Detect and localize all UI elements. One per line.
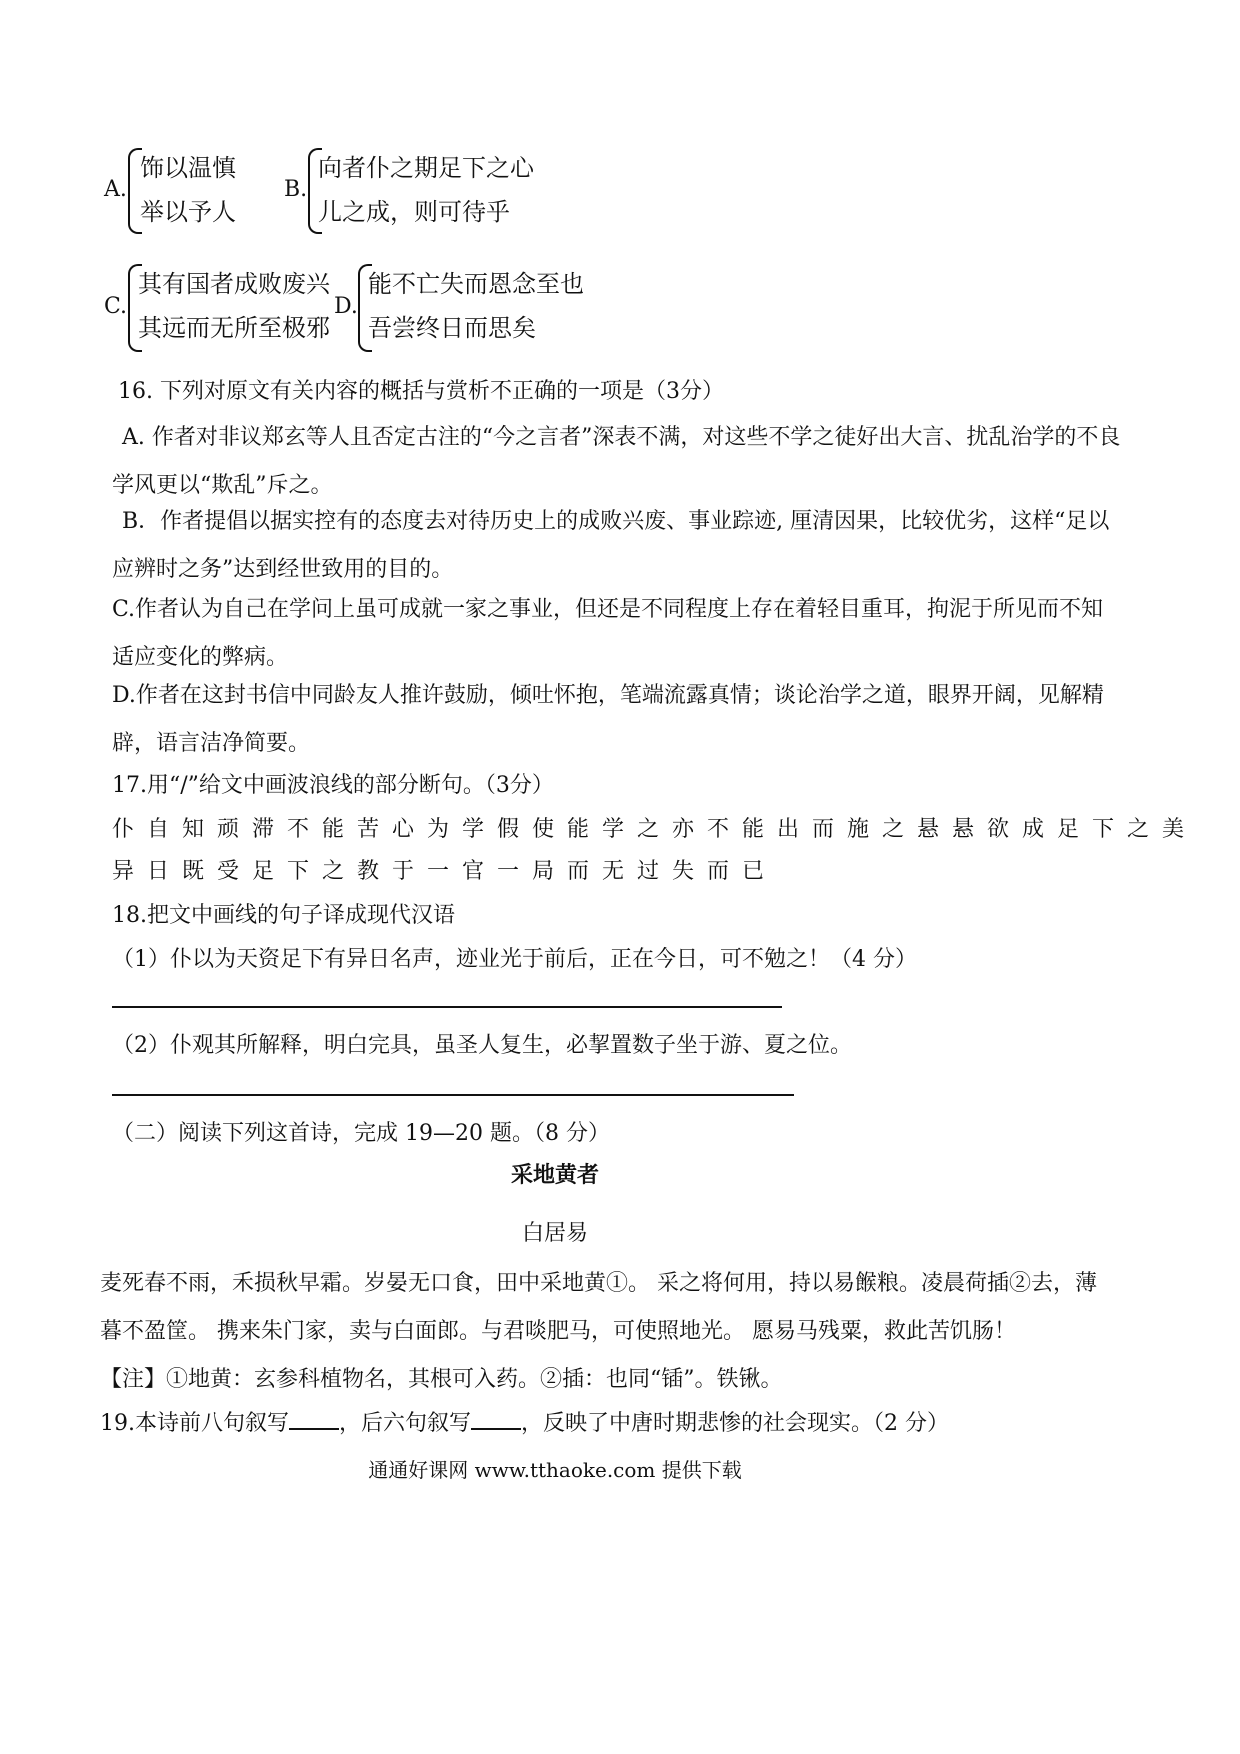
q19-part-b: ，后六句叙写	[339, 1411, 472, 1436]
q16-option-b: B．作者提倡以据实控有的态度去对待历史上的成败兴废、事业踪迹, 厘清因果，比较优劣，这样“足以应辨时之务”达到经世致用的目的。	[112, 509, 1110, 582]
q17-passage-line2: 异日既受足下之教于一官一局而无过失而已	[112, 859, 778, 884]
q19	[100, 1406, 949, 1437]
poem-note: 【注】①地黄：玄参科植物名，其根可入药。②插：也同“锸”。铁锹。	[100, 1367, 783, 1392]
option-c-label: C.	[104, 294, 128, 319]
q16-stem: 16. 下列对原文有关内容的概括与赏析不正确的一项是（3分）	[118, 379, 724, 404]
q18-answer-line-1[interactable]	[112, 1006, 782, 1008]
option-c-line1: 其有国者成败废兴	[138, 270, 330, 298]
section-intro: （二）阅读下列这首诗，完成 19—20 题。（8 分）	[112, 1121, 610, 1146]
q16-option-c: C.作者认为自己在学问上虽可成就一家之事业，但还是不同程度上存在着轻目重耳，拘泥于所见而不知适应变化的弊病。	[112, 597, 1104, 670]
option-b-line1: 向者仆之期足下之心	[318, 154, 534, 182]
q19-part-a: 19.本诗前八句叙写	[100, 1411, 289, 1436]
option-d-line2: 吾尝终日而思矣	[368, 314, 536, 342]
q17-passage-line1: 仆自知顽滞不能苦心为学假使能学之亦不能出而施之悬悬欲成足下之美	[112, 817, 1198, 842]
poem-title: 采地黄者	[510, 1162, 599, 1188]
q16-option-d: D.作者在这封书信中同龄友人推许鼓励，倾吐怀抱，笔端流露真情；谈论治学之道，眼界开阔，见解精辟，语言洁净简要。	[112, 683, 1104, 756]
option-d-label: D.	[334, 294, 358, 319]
q19-part-c: ，反映了中唐时期悲惨的社会现实。（2 分）	[521, 1411, 950, 1436]
option-b-label: B.	[284, 177, 308, 202]
q17-stem: 17.用“/”给文中画波浪线的部分断句。（3分）	[112, 773, 554, 798]
footer-watermark: 通通好课网 www.tthaoke.com 提供下载	[368, 1458, 742, 1482]
q18-answer-line-2[interactable]	[112, 1094, 794, 1096]
q16-option-a: A. 作者对非议郑玄等人且否定古注的“今之言者”深表不满，对这些不学之徒好出大言、扰乱治学的不良学风更以“欺乱”斥之。	[112, 425, 1121, 498]
q18-sentence-1: （1）仆以为天资足下有异日名声，迹业光于前后，正在今日，可不勉之！（4 分）	[112, 947, 917, 972]
q19-blank-2[interactable]	[471, 1410, 521, 1430]
option-a-label: A.	[104, 177, 127, 202]
q18-stem: 18.把文中画线的句子译成现代汉语	[112, 903, 455, 928]
option-c-line2: 其远而无所至极邪	[138, 314, 330, 342]
q18-sentence-2: （2）仆观其所解释，明白完具，虽圣人复生，必挈置数子坐于游、夏之位。	[112, 1033, 852, 1058]
option-a-line2: 举以予人	[140, 198, 236, 226]
option-b-line2: 儿之成，则可待乎	[318, 198, 510, 226]
q19-blank-1[interactable]	[289, 1410, 339, 1430]
option-a-line1: 饰以温慎	[140, 154, 236, 182]
poem-body: 麦死春不雨，禾损秋早霜。岁晏无口食，田中采地黄①。 采之将何用，持以易餱粮。凌晨荷插②去，薄暮不盈筐。 携来朱门家，卖与白面郎。与君啖肥马，可使照地光。 愿易马残粟，救此苦饥肠！	[100, 1271, 1097, 1344]
option-d-line1: 能不亡失而恩念至也	[368, 270, 584, 298]
poem-author: 白居易	[521, 1221, 588, 1246]
